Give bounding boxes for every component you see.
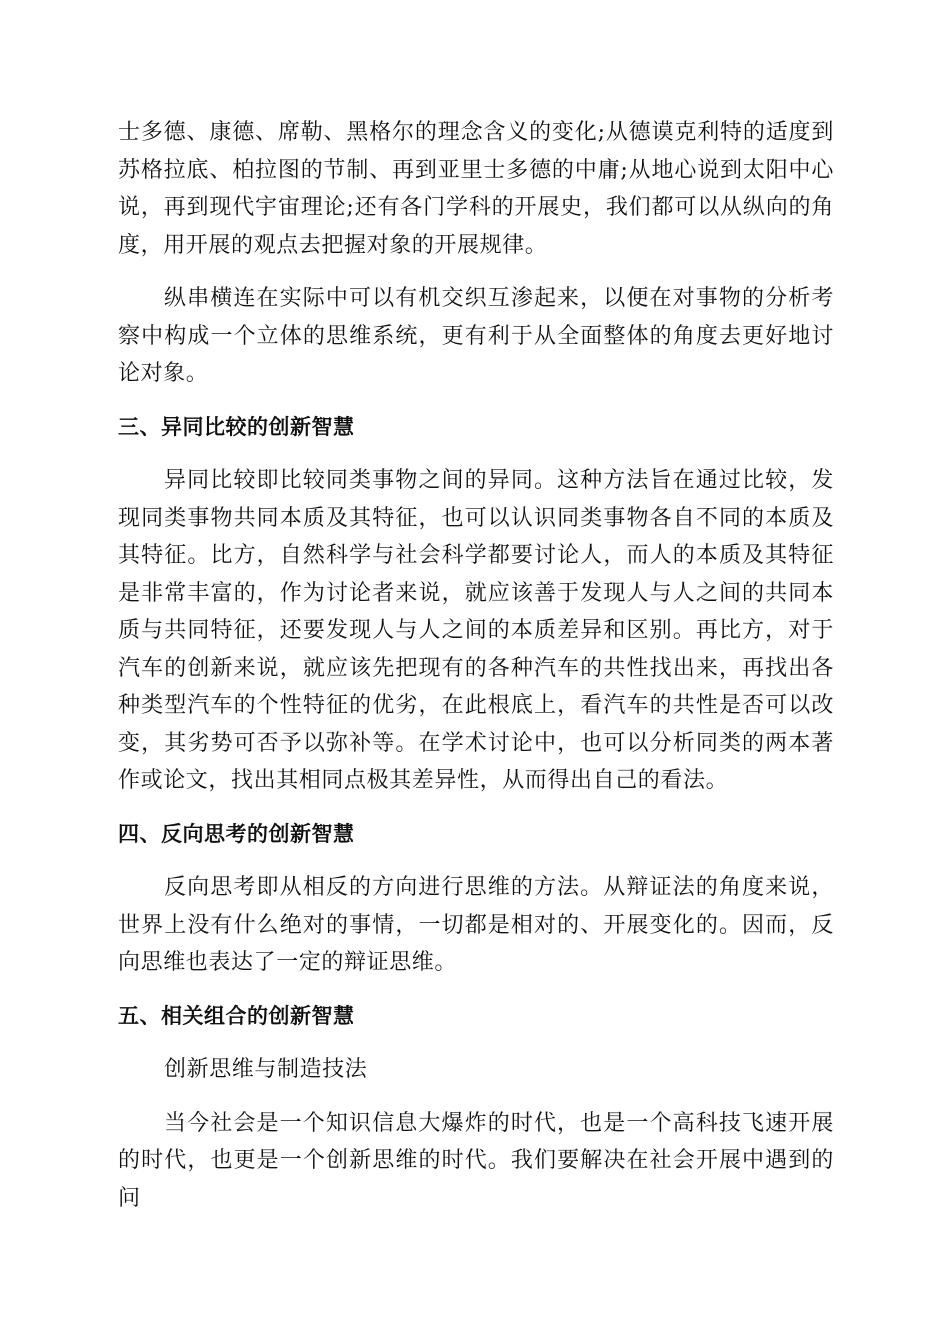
paragraph-reverse-thinking: 反向思考即从相反的方向进行思维的方法。从辩证法的角度来说，世界上没有什么绝对的事情，一切都是相对的、开展变化的。因而，反向思维也表达了一定的辩证思维。 — [118, 875, 834, 975]
paragraph-modern-society: 当今社会是一个知识信息大爆炸的时代，也是一个高科技飞速开展的时代，也更是一个创新思维的时代。我们要解决在社会开展中遇到的问 — [118, 1110, 834, 1211]
heading-section-three: 三、异同比较的创新智慧 — [118, 414, 355, 439]
paragraph-vertical-horizontal: 纵串横连在实际中可以有机交织互渗起来，以便在对事物的分析考察中构成一个立体的思维系统，更有利于从全面整体的角度去更好地讨论对象。 — [118, 286, 834, 386]
heading-section-five: 五、相关组合的创新智慧 — [118, 1003, 355, 1028]
paragraph-comparison: 异同比较即比较同类事物之间的异同。这种方法旨在通过比较，发现同类事物共同本质及其特征，也可以认识同类事物各自不同的本质及其特征。比方，自然科学与社会科学都要讨论人，而人的本质及其特征是非常丰富的，作为讨论者来说，就应该善于发现人与人之间的共同本质与共同特征，还要发现人与人之间的本质差异和区别。再比方，对于汽车的创新来说，就应该先把现有的各种汽车的共性找出来，再找出各种类型汽车的个性特征的优劣，在此根底上，看汽车的共性是否可以改变，其劣势可否予以弥补等。在学术讨论中，也可以分析同类的两本著作或论文，找出其相同点极其差异性，从而得出自己的看法。 — [118, 468, 834, 793]
heading-section-four: 四、反向思考的创新智慧 — [118, 821, 355, 846]
paragraph-philosophy-history: 士多德、康德、席勒、黑格尔的理念含义的变化;从德谟克利特的适度到苏格拉底、柏拉图的节制、再到亚里士多德的中庸;从地心说到太阳中心说，再到现代宇宙理论;还有各门学科的开展史，我们都可以从纵向的角度，用开展的观点去把握对象的开展规律。 — [118, 120, 834, 258]
paragraph-subtitle: 创新思维与制造技法 — [164, 1057, 368, 1082]
document-body — [118, 114, 834, 1233]
